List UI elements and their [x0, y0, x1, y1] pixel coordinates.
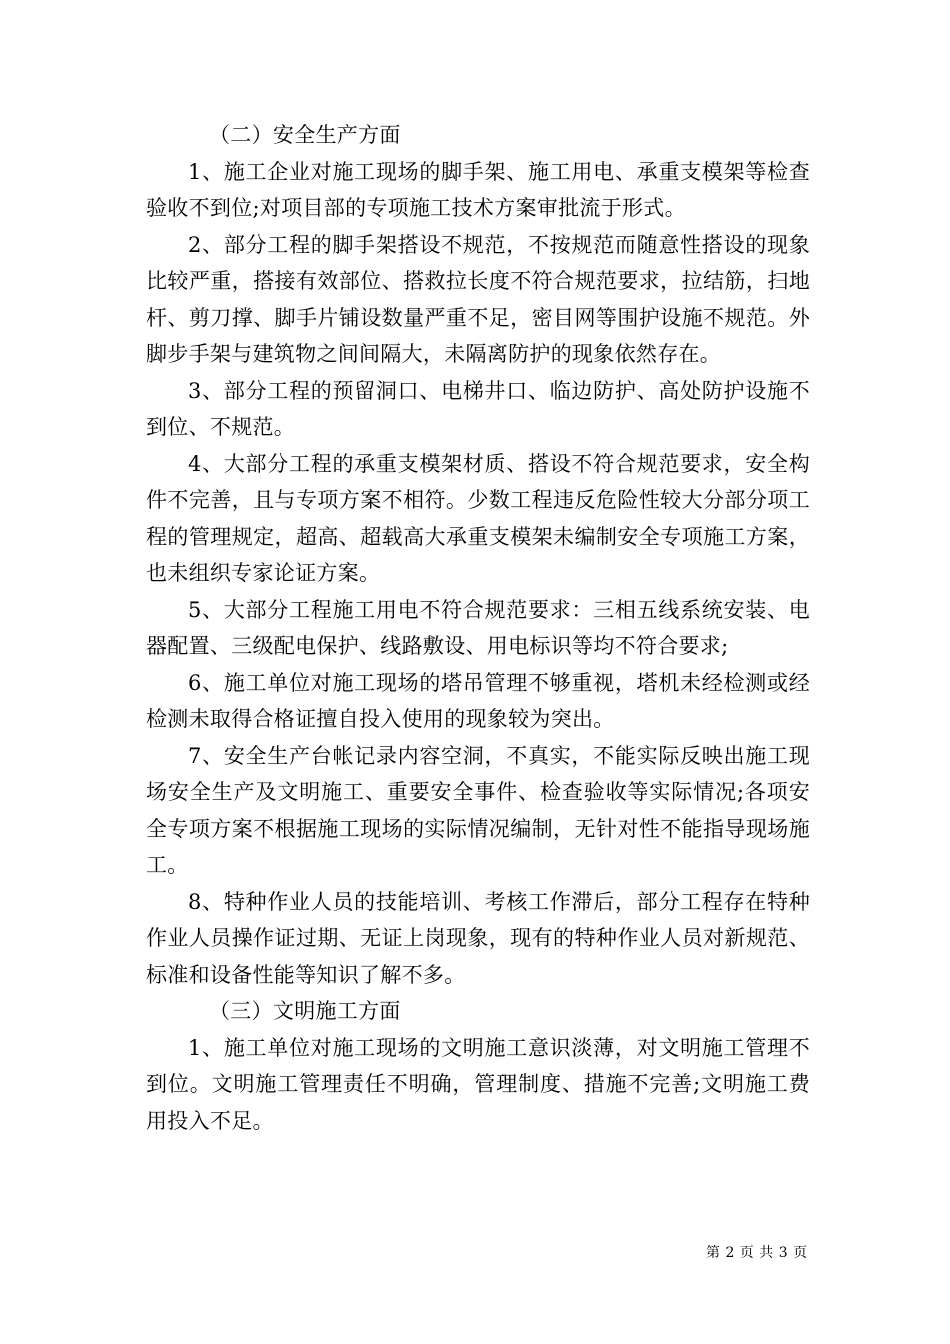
paragraph-safety-6: 6、施工单位对施工现场的塔吊管理不够重视，塔机未经检测或经检测未取得合格证擅自投入使用的现象较为突出。	[146, 670, 810, 731]
section-heading-civilized: （三）文明施工方面	[209, 999, 401, 1023]
paragraph-safety-2: 2、部分工程的脚手架搭设不规范，不按规范而随意性搭设的现象比较严重，搭接有效部位、搭救拉长度不符合规范要求，拉结筋，扫地杆、剪刀撑、脚手片铺设数量严重不足，密目网等围护设施不规范。外脚步手架与建筑物之间间隔大，未隔离防护的现象依然存在。	[146, 232, 810, 366]
section-heading-safety: （二）安全生产方面	[209, 123, 401, 147]
paragraph-safety-8: 8、特种作业人员的技能培训、考核工作滞后，部分工程存在特种作业人员操作证过期、无证上岗现象，现有的特种作业人员对新规范、标准和设备性能等知识了解不多。	[146, 889, 810, 987]
paragraph-safety-7: 7、安全生产台帐记录内容空洞，不真实，不能实际反映出施工现场安全生产及文明施工、重要安全事件、检查验收等实际情况;各项安全专项方案不根据施工现场的实际情况编制，无针对性不能指导现场施工。	[146, 743, 810, 877]
page-number: 第 2 页 共 3 页	[706, 1245, 808, 1261]
paragraph-safety-3: 3、部分工程的预留洞口、电梯井口、临边防护、高处防护设施不到位、不规范。	[146, 378, 810, 439]
document-body	[146, 117, 810, 1139]
paragraph-safety-5: 5、大部分工程施工用电不符合规范要求：三相五线系统安装、电器配置、三级配电保护、线路敷设、用电标识等均不符合要求;	[146, 597, 810, 658]
paragraph-safety-1: 1、施工企业对施工现场的脚手架、施工用电、承重支模架等检查验收不到位;对项目部的专项施工技术方案审批流于形式。	[146, 159, 810, 220]
paragraph-civilized-1: 1、施工单位对施工现场的文明施工意识淡薄，对文明施工管理不到位。文明施工管理责任不明确，管理制度、措施不完善;文明施工费用投入不足。	[146, 1035, 810, 1133]
paragraph-safety-4: 4、大部分工程的承重支模架材质、搭设不符合规范要求，安全构件不完善，且与专项方案不相符。少数工程违反危险性较大分部分项工程的管理规定，超高、超载高大承重支模架未编制安全专项施工方案，也未组织专家论证方案。	[146, 451, 810, 585]
